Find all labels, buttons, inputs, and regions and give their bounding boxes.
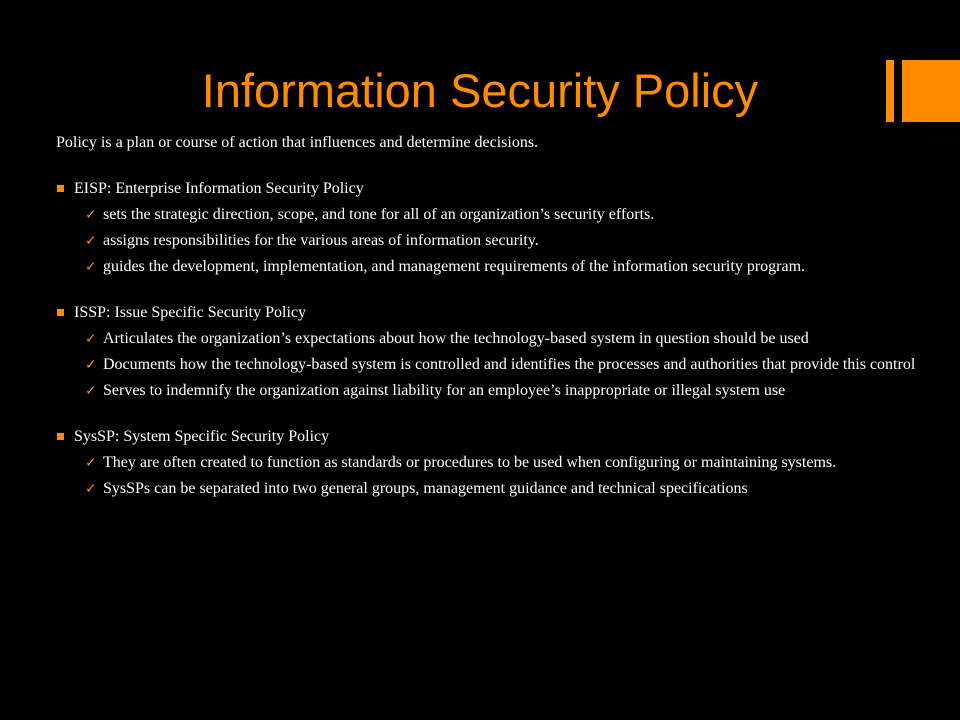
- section-heading: ISSP: Issue Specific Security Policy: [74, 304, 306, 321]
- point-list: [56, 329, 916, 401]
- point-text: guides the development, implementation, and management requirements of the information security program.: [103, 258, 806, 275]
- list-item: [56, 205, 916, 225]
- intro-text: Policy is a plan or course of action that influences and determine decisions.: [56, 134, 539, 151]
- section-heading-row: [56, 303, 916, 323]
- square-bullet-icon: [57, 433, 64, 440]
- point-text: Documents how the technology-based system is controlled and identifies the processes and authorities that provide this control: [103, 356, 916, 373]
- point-text: sets the strategic direction, scope, and tone for all of an organization’s security efforts.: [103, 206, 655, 223]
- check-mark-icon: ✓: [85, 481, 97, 497]
- list-item: [56, 257, 916, 277]
- section-issp: [56, 303, 916, 401]
- slide-body: [56, 132, 916, 525]
- point-text: They are often created to function as standards or procedures to be used when configuring or maintaining systems.: [103, 454, 837, 471]
- list-item: [56, 329, 916, 349]
- section-heading: SysSP: System Specific Security Policy: [74, 428, 330, 445]
- list-item: [56, 231, 916, 251]
- list-item: [56, 355, 916, 375]
- check-mark-icon: ✓: [85, 259, 97, 275]
- section-eisp: [56, 179, 916, 277]
- check-mark-icon: ✓: [85, 233, 97, 249]
- point-list: [56, 205, 916, 277]
- list-item: [56, 453, 916, 473]
- square-bullet-icon: [57, 185, 64, 192]
- list-item: [56, 381, 916, 401]
- section-heading-row: [56, 427, 916, 447]
- check-mark-icon: ✓: [85, 357, 97, 373]
- point-list: [56, 453, 916, 499]
- section-heading-row: [56, 179, 916, 199]
- check-mark-icon: ✓: [85, 331, 97, 347]
- point-text: Articulates the organization’s expectations about how the technology-based system in question should be used: [103, 330, 809, 347]
- check-mark-icon: ✓: [85, 207, 97, 223]
- section-syssp: [56, 427, 916, 499]
- check-mark-icon: ✓: [85, 455, 97, 471]
- square-bullet-icon: [57, 309, 64, 316]
- point-text: SysSPs can be separated into two general groups, management guidance and technical specifications: [103, 480, 748, 497]
- section-heading: EISP: Enterprise Information Security Policy: [74, 180, 364, 197]
- list-item: [56, 479, 916, 499]
- slide-title: Information Security Policy: [201, 64, 759, 117]
- point-text: Serves to indemnify the organization against liability for an employee’s inappropriate or illegal system use: [103, 382, 786, 399]
- check-mark-icon: ✓: [85, 383, 97, 399]
- point-text: assigns responsibilities for the various areas of information security.: [103, 232, 539, 249]
